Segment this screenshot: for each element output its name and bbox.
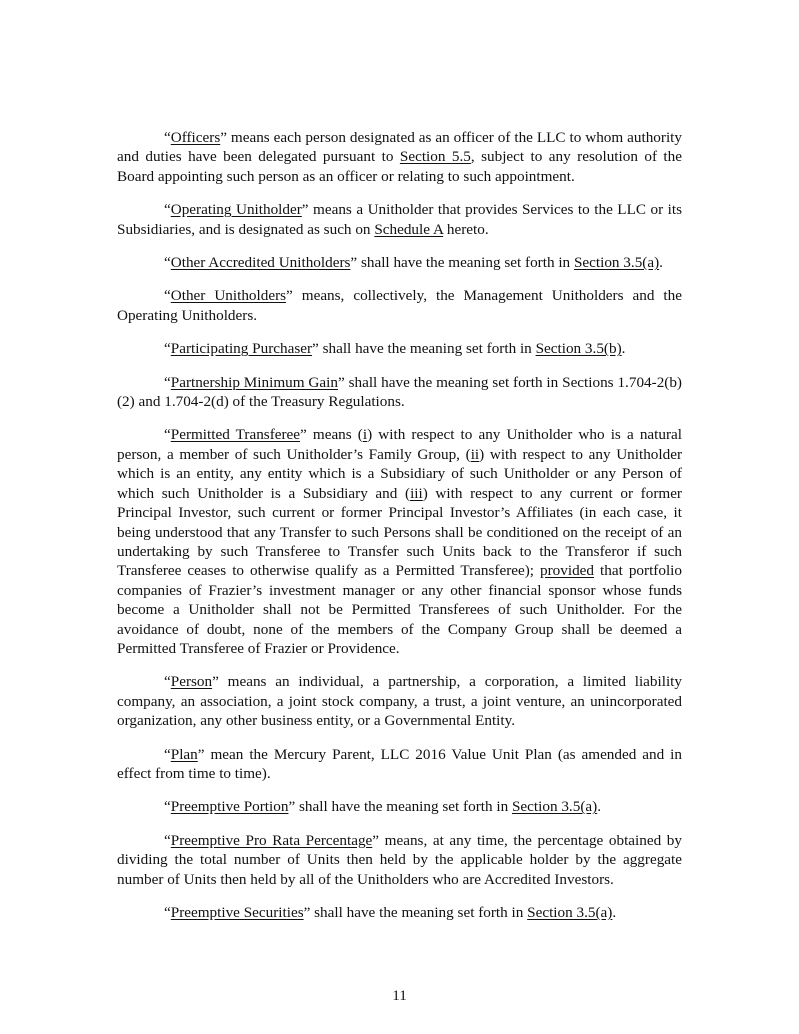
- definition-text: .: [659, 254, 663, 272]
- underlined-term: Participating Purchaser: [170, 340, 313, 358]
- definition-text: “: [164, 831, 171, 849]
- underlined-term: Partnership Minimum Gain: [170, 373, 338, 391]
- definition-text: .: [612, 904, 617, 921]
- underlined-term: ii: [470, 445, 480, 463]
- definition-text: ” shall have the meaning set forth in: [312, 340, 536, 358]
- definition-text: ) with respect to any current or former Principal Investor, such current or former Principal Investor’s Affiliates (in each case, it being understood that any Transfer to such Persons shall be conditioned on the receipt of an undertaking by such Transferee to Transfer such Units back to the Transferor if such Transferee ceases to otherwise qualify as a Permitted Transferee);: [117, 484, 682, 580]
- definition-text: ” shall have the meaning set forth in: [350, 254, 574, 272]
- definition-text: ” means each person designated as an officer of the LLC to whom authority and duties have been delegated pursuant to: [117, 129, 682, 166]
- underlined-term: Section 3.5(a): [527, 904, 613, 921]
- underlined-term: Section 3.5(b): [535, 340, 622, 358]
- definition-preemptive-portion: [117, 797, 682, 816]
- definition-text: ” means (: [300, 426, 363, 444]
- underlined-term: Preemptive Securities: [170, 904, 304, 921]
- definition-preemptive-pro-rata-percentage: [117, 831, 682, 889]
- underlined-term: provided: [540, 562, 595, 580]
- underlined-term: Plan: [170, 745, 198, 763]
- definition-text: ) with respect to any Unitholder who is a natural person, a member of such Unitholder’s Family Group, (: [117, 426, 682, 463]
- underlined-term: Preemptive Pro Rata Percentage: [170, 831, 373, 849]
- definition-text: ” means, at any time, the percentage obtained by dividing the total number of Units then held by the applicable holder by the aggregate number of Units then held by all of the Unitholders who are Accredited Investors.: [117, 831, 682, 888]
- definition-text: “: [164, 904, 171, 921]
- definition-person: [117, 672, 682, 730]
- definition-text: “: [164, 287, 171, 305]
- definition-text: ” shall have the meaning set forth in: [303, 904, 528, 921]
- underlined-term: Operating Unitholder: [170, 201, 302, 219]
- page-number: 11: [392, 987, 407, 1004]
- underlined-term: Section 3.5(a): [511, 798, 598, 816]
- underlined-term: iii: [410, 484, 423, 502]
- definition-text: “: [164, 254, 171, 272]
- definition-text: “: [164, 745, 171, 763]
- definition-text: “: [164, 201, 171, 219]
- underlined-term: Officers: [170, 129, 221, 146]
- document-body: [117, 128, 682, 936]
- definition-text: “: [164, 426, 171, 444]
- definition-text: ) with respect to any Unitholder which is an entity, any entity which is a Subsidiary of such Unitholder or any Person of which such Unitholder is a Subsidiary and (: [117, 445, 683, 502]
- definition-text: ” means, collectively, the Management Unitholders and the Operating Unitholders.: [117, 287, 682, 324]
- definition-permitted-transferee: [117, 425, 682, 658]
- underlined-term: i: [362, 426, 368, 444]
- underlined-term: Section 5.5: [399, 148, 471, 166]
- definition-text: .: [597, 798, 601, 816]
- definition-text: ” shall have the meaning set forth in: [288, 798, 512, 816]
- definition-text: ” means an individual, a partnership, a corporation, a limited liability company, an association, a joint stock company, a trust, a joint venture, an unincorporated organization, any other business entity, or a Governmental Entity.: [117, 673, 682, 730]
- definition-operating-unitholder: [117, 200, 682, 239]
- definition-text: “: [164, 373, 171, 391]
- underlined-term: Person: [170, 673, 213, 691]
- definition-text: “: [164, 129, 171, 146]
- definition-preemptive-securities: [117, 903, 682, 922]
- definition-text: .: [621, 340, 626, 358]
- definition-text: “: [164, 673, 171, 691]
- definition-participating-purchaser: [117, 339, 682, 358]
- underlined-term: Preemptive Portion: [170, 798, 289, 816]
- definition-text: ” shall have the meaning set forth in Sections 1.704-2(b)(2) and 1.704-2(d) of the Treasury Regulations.: [117, 373, 682, 411]
- underlined-term: Permitted Transferee: [170, 426, 301, 444]
- definition-text: “: [164, 340, 171, 358]
- definition-officers: [117, 128, 682, 186]
- definition-other-accredited-unitholders: [117, 253, 682, 272]
- definition-text: ” means a Unitholder that provides Services to the LLC or its Subsidiaries, and is designated as such on: [117, 201, 683, 238]
- definition-text: hereto.: [443, 220, 489, 238]
- underlined-term: Other Accredited Unitholders: [170, 254, 351, 272]
- definition-text: ” mean the Mercury Parent, LLC 2016 Value Unit Plan (as amended and in effect from time to time).: [117, 745, 682, 782]
- definition-plan: [117, 745, 682, 784]
- definition-text: that portfolio companies of Frazier’s investment manager or any other financial sponsor whose funds become a Unitholder shall not be Permitted Transferees of such Unitholder. For the avoidance of doubt, none of the members of the Company Group shall be deemed a Permitted Transferee of Frazier or Providence.: [117, 562, 682, 657]
- underlined-term: Schedule A: [374, 220, 444, 238]
- definition-other-unitholders: [117, 286, 682, 325]
- definition-text: “: [164, 798, 171, 816]
- underlined-term: Other Unitholders: [170, 287, 287, 305]
- definition-text: , subject to any resolution of the Board appointing such person as an officer or relating to such appointment.: [117, 148, 682, 185]
- underlined-term: Section 3.5(a): [573, 254, 660, 272]
- definition-partnership-minimum-gain: [117, 373, 682, 412]
